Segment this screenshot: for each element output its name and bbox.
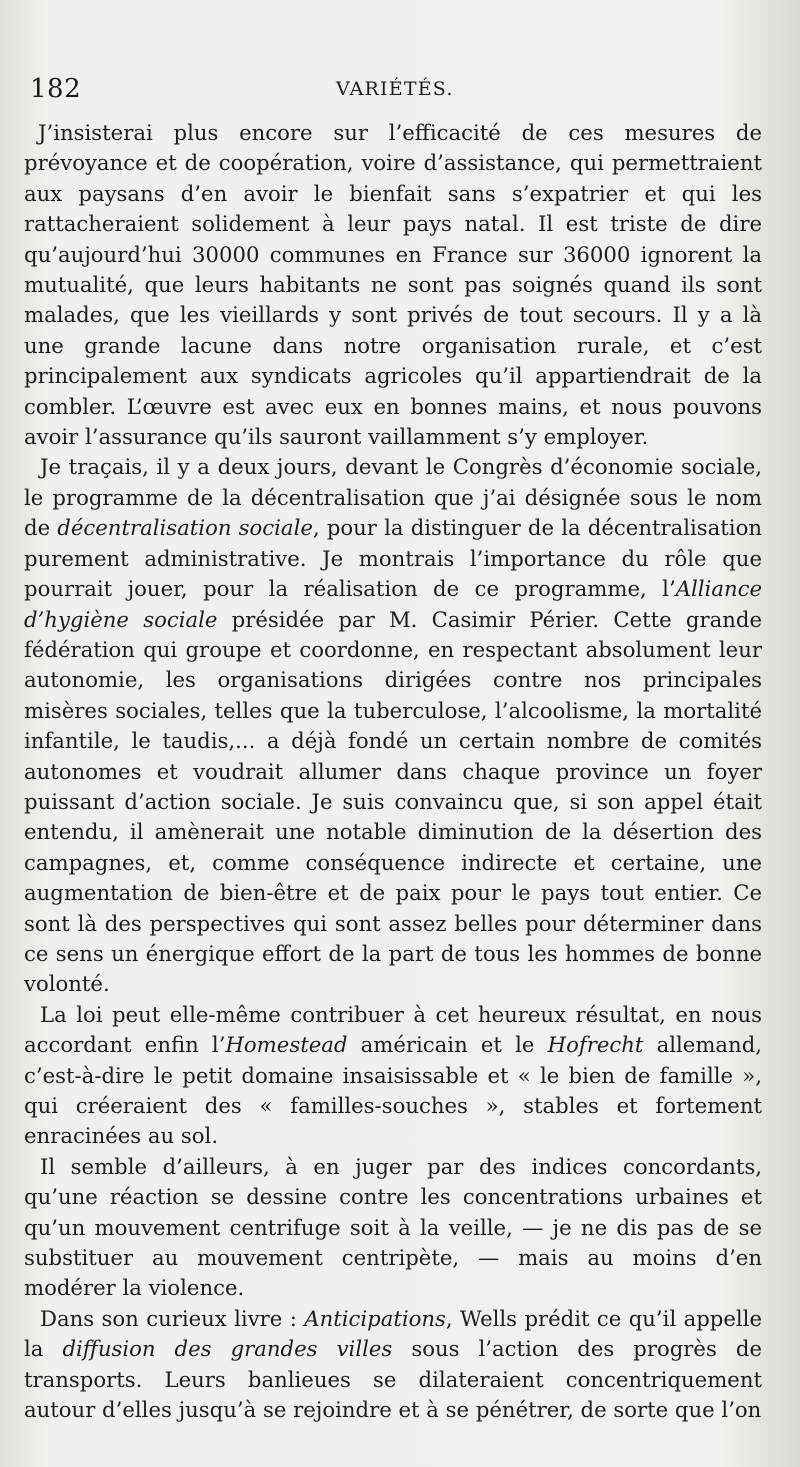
italic-term: décentralisation sociale <box>57 515 313 541</box>
body-text <box>24 118 762 1425</box>
text-segment: présidée par M. Casimir Périer. Cette grande fédération qui groupe et coordonne, en respectant absolument leur autonomie, les organisations dirigées contre nos principales misères sociales, telles que la tuberculose, l’alcoolisme, la mortalité infantile, le taudis,... a déjà fondé un certain nombre de comités autonomes et voudrait allumer dans chaque province un foyer puissant d’action sociale. Je suis convaincu que, si son appel était entendu, il amènerait une notable diminution de la désertion des campagnes, et, comme conséquence indirecte et certaine, une augmentation de bien-être et de paix pour le pays tout entier. Ce sont là des perspectives qui sont assez belles pour déterminer dans ce sens un énergique effort de la part de tous les hommes de bonne volonté. <box>24 606 762 997</box>
italic-term: Hofrecht <box>547 1032 644 1058</box>
italic-term: diffusion des grandes villes <box>62 1336 393 1362</box>
text-segment: Il semble d’ailleurs, à en juger par des indices concordants, qu’une réaction se dessine contre les concentrations urbaines et qu’un mouvement centrifuge soit à la veille, — je ne dis pas de se substituer au mouvement centripète, — mais au moins d’en modérer la violence. <box>24 1153 762 1301</box>
paragraph-4 <box>24 1152 762 1304</box>
text-segment: Je traçais, il y a deux jours, devant le Congrès d’économie sociale, le programme de la décentralisation que j’ai désignée sous le nom de <box>24 454 762 541</box>
page-number: 182 <box>30 74 82 104</box>
text-segment: , Wells prédit ce qu’il appelle la <box>24 1305 762 1362</box>
text-segment: américain et le <box>347 1032 548 1058</box>
text-segment: , pour la distinguer de la décentralisation purement administrative. Je montrais l’importance du rôle que pourrait jouer, pour la réalisation de ce programme, l’ <box>24 515 762 602</box>
italic-term: Anticipations <box>304 1305 446 1331</box>
paragraph-2 <box>24 452 762 999</box>
text-segment: La loi peut elle-même contribuer à cet heureux résultat, en nous accordant enfin l’ <box>24 1001 762 1058</box>
running-head: VARIÉTÉS. <box>336 78 454 100</box>
page-header <box>24 74 764 108</box>
paragraph-5 <box>24 1304 762 1426</box>
italic-term: Alliance d’hygiène sociale <box>24 576 762 632</box>
paragraph-1 <box>24 118 762 452</box>
italic-term: Homestead <box>225 1032 348 1058</box>
paragraph-3 <box>24 1000 762 1152</box>
text-segment: sous l’action des progrès de transports. Leurs banlieues se dilateraient concentriquement autour d’elles jusqu’à se rejoindre et à se pénétrer, de sorte que l’on <box>24 1336 762 1423</box>
text-segment: J’insisterai plus encore sur l’efficacité de ces mesures de prévoyance et de coopération, voire d’assistance, qui permettraient aux paysans d’en avoir le bienfait sans s’expatrier et qui les rattacheraient solidement à leur pays natal. Il est triste de dire qu’aujourd’hui 30000 communes en France sur 36000 ignorent la mutualité, que leurs habitants ne sont pas soignés quand ils sont malades, que les vieillards y sont privés de tout secours. Il y a là une grande lacune dans notre organisation rurale, et c’est principalement aux syndicats agricoles qu’il appartiendrait de la combler. L’œuvre est avec eux en bonnes mains, et nous pouvons avoir l’assurance qu’ils sauront vaillamment s’y employer. <box>24 120 762 450</box>
text-segment: Dans son curieux livre : <box>40 1305 305 1331</box>
text-segment: allemand, c’est-à-dire le petit domaine insaisissable et « le bien de famille », qui créeraient des « familles-souches », stables et fortement enracinées au sol. <box>24 1032 762 1149</box>
